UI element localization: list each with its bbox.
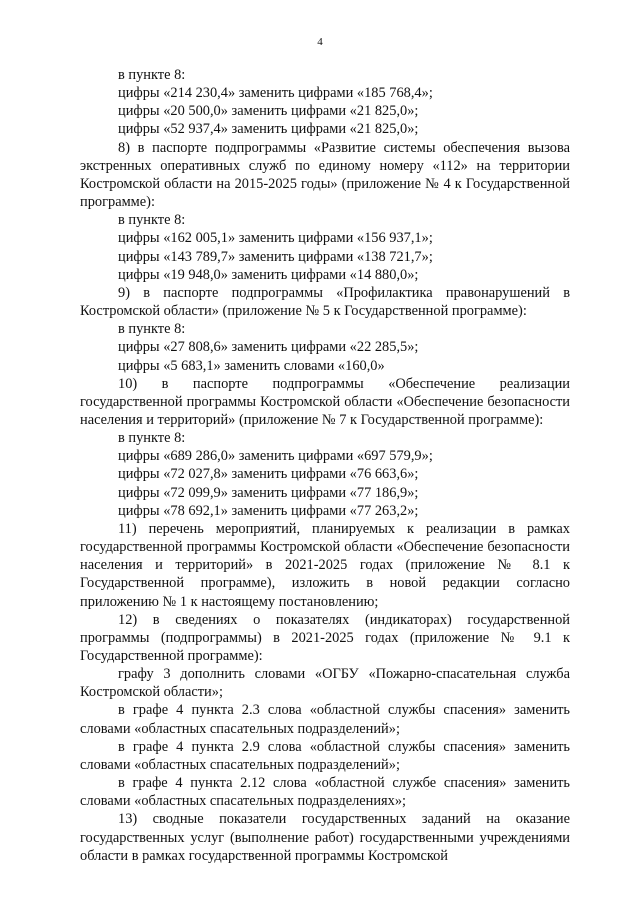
paragraph: в пункте 8:	[118, 321, 186, 338]
paragraph: в графе 4 пункта 2.3 слова «областной службы спасения» заменить словами «областных спасательных подразделений»;	[80, 702, 570, 737]
paragraph: цифры «143 789,7» заменить цифрами «138 721,7»;	[118, 248, 433, 265]
paragraph: цифры «27 808,6» заменить цифрами «22 285,5»;	[118, 339, 419, 356]
paragraph: цифры «20 500,0» заменить цифрами «21 825,0»;	[118, 103, 419, 120]
paragraph: цифры «72 099,9» заменить цифрами «77 186,9»;	[118, 484, 419, 501]
paragraph: 9) в паспорте подпрограммы «Профилактика правонарушений в Костромской области» (приложение № 5 к Государственной программе):	[80, 284, 570, 320]
paragraph: в графе 4 пункта 2.12 слова «областной службе спасения» заменить словами «областных спасательных подразделениях»;	[80, 775, 570, 810]
document-body	[80, 66, 570, 865]
paragraph: цифры «19 948,0» заменить цифрами «14 880,0»;	[118, 266, 419, 283]
paragraph: цифры «689 286,0» заменить цифрами «697 579,9»;	[118, 448, 433, 465]
paragraph: 12) в сведениях о показателях (индикаторах) государственной программы (подпрограммы) в 2021-2025 годах (приложение № 9.1 к Государственной программе):	[80, 611, 570, 664]
paragraph: 11) перечень мероприятий, планируемых к реализации в рамках государственной программы Костромской области «Обеспечение безопасности населения и территорий» в 2021-2025 годах (приложение № 8.1 к Государственной программе), изложить в новой редакции согласно приложению № 1 к настоящему постановлению;	[80, 520, 570, 610]
paragraph: 13) сводные показатели государственных заданий на оказание государственных услуг (выполнение работ) государственными учреждениями области в рамках государственной программы Костромской	[80, 811, 570, 864]
paragraph: в пункте 8:	[118, 67, 186, 83]
paragraph: цифры «5 683,1» заменить словами «160,0»	[118, 357, 385, 374]
paragraph: в графе 4 пункта 2.9 слова «областной службы спасения» заменить словами «областных спасательных подразделений»;	[80, 738, 570, 773]
paragraph: 10) в паспорте подпрограммы «Обеспечение реализации государственной программы Костромской области «Обеспечение безопасности населения и территорий» (приложение № 7 к Государственной программе):	[80, 375, 570, 428]
paragraph: цифры «72 027,8» заменить цифрами «76 663,6»;	[118, 466, 419, 483]
paragraph: в пункте 8:	[118, 212, 186, 229]
paragraph: 8) в паспорте подпрограммы «Развитие системы обеспечения вызова экстренных оперативных служб по единому номеру «112» на территории Костромской области на 2015-2025 годы» (приложение № 4 к Государственной программе):	[80, 139, 570, 211]
page-number: 4	[317, 36, 323, 48]
paragraph: графу 3 дополнить словами «ОГБУ «Пожарно-спасательная служба Костромской области»;	[80, 666, 570, 701]
paragraph: цифры «162 005,1» заменить цифрами «156 937,1»;	[118, 230, 433, 247]
paragraph: цифры «78 692,1» заменить цифрами «77 263,2»;	[118, 502, 419, 519]
paragraph: в пункте 8:	[118, 430, 186, 447]
paragraph: цифры «52 937,4» заменить цифрами «21 825,0»;	[118, 121, 419, 138]
paragraph: цифры «214 230,4» заменить цифрами «185 768,4»;	[118, 85, 433, 102]
